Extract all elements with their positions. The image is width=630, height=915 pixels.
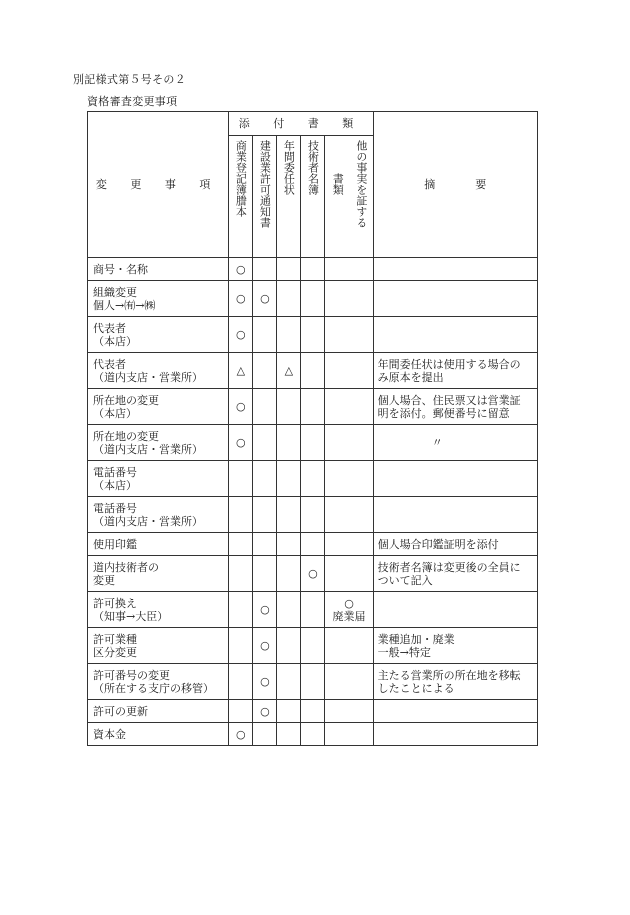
change-item-text: 代表者: [93, 357, 126, 371]
table-row: [88, 281, 538, 317]
change-item-text: 所在地の変更: [93, 429, 159, 443]
change-item-cell: [88, 592, 229, 628]
attachment-mark-cell: ○: [253, 700, 277, 723]
header-engineer-list: 技術者名簿: [301, 136, 325, 258]
attachment-mark-cell: [253, 317, 277, 353]
remarks-cell: [373, 700, 537, 723]
change-item-text: （本店）: [93, 478, 137, 492]
table-row: [88, 723, 538, 746]
attachment-mark-cell: [301, 723, 325, 746]
attachment-mark-cell: △: [277, 353, 301, 389]
change-item-text: （所在する支庁の移管）: [93, 681, 214, 695]
remarks-text: 個人場合、住民票又は営業証: [377, 393, 521, 407]
attachment-mark-cell: [253, 389, 277, 425]
attachment-mark-cell: [277, 664, 301, 700]
attachment-mark-cell: ○: [229, 425, 253, 461]
change-item-cell: [88, 664, 229, 700]
attachment-mark-cell: [229, 533, 253, 556]
attachment-mark-cell: [229, 700, 253, 723]
table-row: [88, 389, 538, 425]
attachment-mark-cell: [277, 628, 301, 664]
remarks-text: 個人場合印鑑証明を添付: [377, 537, 499, 551]
change-item-cell: [88, 700, 229, 723]
attachment-mark-cell: [301, 317, 325, 353]
attachment-mark-cell: [301, 389, 325, 425]
attachment-mark-cell: ○: [229, 281, 253, 317]
attachment-mark-cell: [277, 533, 301, 556]
attachment-mark-cell: ○: [229, 258, 253, 281]
change-item-text: 許可換え: [93, 596, 137, 610]
header-remarks: [373, 112, 537, 258]
remarks-cell: [373, 317, 537, 353]
attachment-mark-cell: [229, 592, 253, 628]
table-row: [88, 258, 538, 281]
attachment-mark-cell: [301, 353, 325, 389]
attachment-mark-cell: [277, 592, 301, 628]
change-item-text: （本店）: [93, 334, 137, 348]
attachment-mark-cell: [301, 700, 325, 723]
attachment-mark-cell: [325, 628, 373, 664]
attachment-mark-cell: [277, 317, 301, 353]
change-items-table: [87, 111, 538, 746]
attachment-mark-cell: [277, 281, 301, 317]
attachment-mark-cell: [253, 353, 277, 389]
remarks-cell: [373, 556, 537, 592]
change-item-text: 電話番号: [93, 465, 137, 479]
attachment-mark-cell: [325, 317, 373, 353]
attachment-mark-cell: [253, 723, 277, 746]
attachment-mark-cell: [253, 556, 277, 592]
attachment-mark-cell: [301, 281, 325, 317]
change-item-cell: [88, 628, 229, 664]
table-row: [88, 533, 538, 556]
attachment-mark-cell: [301, 533, 325, 556]
table-row: [88, 461, 538, 497]
remarks-text: 技術者名簿は変更後の全員に: [377, 560, 521, 574]
header-construction-permit: 建設業許可通知書: [253, 136, 277, 258]
header-remarks-char-1: 摘: [424, 178, 436, 191]
remarks-cell: [373, 389, 537, 425]
change-item-cell: [88, 723, 229, 746]
attachment-mark-cell: [325, 556, 373, 592]
change-item-text: 使用印鑑: [93, 537, 137, 551]
attachment-mark-cell: [325, 353, 373, 389]
attachment-mark-cell: [301, 664, 325, 700]
remarks-text: 明を添付。郵便番号に留意: [377, 406, 510, 420]
attachment-mark-cell: [253, 258, 277, 281]
attachment-mark-cell: [325, 664, 373, 700]
attachment-mark-cell: [325, 425, 373, 461]
table-row: [88, 497, 538, 533]
change-item-cell: [88, 317, 229, 353]
attachment-mark-cell: [277, 556, 301, 592]
remarks-text: 主たる営業所の所在地を移転: [377, 668, 521, 682]
attachment-mark-cell: [253, 425, 277, 461]
attachment-mark-cell: [325, 592, 373, 628]
attachment-mark-cell: [301, 425, 325, 461]
attachment-mark-cell: △: [229, 353, 253, 389]
change-item-text: （本店）: [93, 406, 137, 420]
attachment-mark-cell: [301, 461, 325, 497]
table-row: [88, 592, 538, 628]
attachment-mark-cell: [277, 258, 301, 281]
change-item-text: 代表者: [93, 321, 126, 335]
attachment-mark-cell: [277, 700, 301, 723]
table-row: [88, 425, 538, 461]
remarks-cell: [373, 258, 537, 281]
attachment-mark-cell: ○: [253, 628, 277, 664]
change-item-text: 組織変更: [93, 285, 137, 299]
change-item-cell: [88, 353, 229, 389]
attachment-mark-cell: [253, 461, 277, 497]
change-item-cell: [88, 389, 229, 425]
attachment-mark-cell: [229, 664, 253, 700]
attachment-mark-cell: [325, 497, 373, 533]
remarks-cell: [373, 628, 537, 664]
table-row: [88, 556, 538, 592]
remarks-text: み原本を提出: [377, 370, 444, 384]
attachment-mark-cell: [301, 592, 325, 628]
attachment-mark-cell: [325, 258, 373, 281]
change-item-text: （道内支店・営業所）: [93, 370, 203, 384]
table-row: [88, 353, 538, 389]
remarks-cell: [373, 533, 537, 556]
attachment-mark-cell: [277, 389, 301, 425]
change-item-cell: [88, 281, 229, 317]
change-item-cell: [88, 556, 229, 592]
attachment-mark-cell: [277, 723, 301, 746]
remarks-cell: [373, 461, 537, 497]
attachment-mark-cell: ○: [253, 592, 277, 628]
remarks-cell: [373, 353, 537, 389]
change-item-cell: [88, 425, 229, 461]
change-item-text: 変更: [93, 573, 115, 587]
header-remarks-char-2: 要: [475, 178, 487, 191]
remarks-text: ついて記入: [377, 573, 433, 587]
change-item-text: 区分変更: [93, 645, 137, 659]
table-row: [88, 664, 538, 700]
table-body: [88, 258, 538, 746]
attachment-mark-cell: [325, 700, 373, 723]
attachment-mark-text: ○: [344, 596, 354, 610]
attachment-mark-cell: [277, 461, 301, 497]
attachment-mark-text: 廃業届: [332, 609, 366, 623]
change-item-text: （道内支店・営業所）: [93, 514, 203, 528]
header-commercial-registry: 商業登記簿謄本: [229, 136, 253, 258]
change-item-text: 商号・名称: [93, 262, 148, 276]
attachment-mark-cell: [301, 497, 325, 533]
attachment-mark-cell: [301, 258, 325, 281]
attachment-mark-cell: [325, 723, 373, 746]
attachment-mark-cell: ○: [229, 389, 253, 425]
attachment-mark-cell: [277, 425, 301, 461]
attachment-mark-cell: [277, 497, 301, 533]
remarks-text: 年間委任状は使用する場合の: [377, 357, 521, 371]
attachment-mark-cell: [253, 533, 277, 556]
change-item-text: （道内支店・営業所）: [93, 442, 203, 456]
remarks-cell: [373, 592, 537, 628]
attachment-mark-cell: [229, 628, 253, 664]
attachment-mark-cell: ○: [229, 317, 253, 353]
attachment-mark-cell: [253, 497, 277, 533]
header-other-documents: 他の事実を証する 書類: [325, 136, 373, 258]
attachment-mark-cell: [325, 461, 373, 497]
change-item-text: 許可業種: [93, 632, 137, 646]
attachment-mark-cell: ○: [229, 723, 253, 746]
attachment-mark-cell: [325, 389, 373, 425]
remarks-cell: [373, 281, 537, 317]
attachment-mark-cell: [301, 628, 325, 664]
attachment-mark-cell: [229, 556, 253, 592]
remarks-text: したことによる: [377, 681, 455, 695]
attachment-mark-cell: [229, 461, 253, 497]
change-item-text: 許可の更新: [93, 704, 148, 718]
header-annual-proxy: 年間委任状: [277, 136, 301, 258]
change-item-cell: [88, 497, 229, 533]
header-attachments: 添 付 書 類: [229, 112, 373, 136]
section-title: 資格審査変更事項: [87, 95, 178, 108]
form-title: 別記様式第５号その２: [73, 73, 186, 86]
table-row: [88, 700, 538, 723]
change-item-cell: [88, 258, 229, 281]
attachment-mark-cell: ○: [253, 281, 277, 317]
remarks-text: 業種追加・廃業: [377, 632, 455, 646]
attachment-mark-cell: ○: [301, 556, 325, 592]
change-item-text: （知事→大臣）: [93, 609, 169, 623]
table-row: [88, 628, 538, 664]
change-item-cell: [88, 461, 229, 497]
change-item-text: 資本金: [93, 727, 126, 741]
remarks-text: 〃: [431, 436, 443, 449]
remarks-cell: [373, 425, 537, 461]
change-item-text: 所在地の変更: [93, 393, 159, 407]
change-item-text: 許可番号の変更: [93, 668, 170, 682]
remarks-cell: [373, 664, 537, 700]
table-row: [88, 317, 538, 353]
change-item-text: 電話番号: [93, 501, 137, 515]
remarks-cell: [373, 497, 537, 533]
attachment-mark-cell: ○: [253, 664, 277, 700]
change-item-cell: [88, 533, 229, 556]
header-change-item: 変 更 事 項: [88, 112, 229, 258]
change-item-text: 道内技術者の: [93, 560, 159, 574]
remarks-text: 一般→特定: [377, 645, 431, 659]
attachment-mark-cell: [229, 497, 253, 533]
attachment-mark-cell: [325, 533, 373, 556]
change-item-text: 個人→㈲→㈱: [93, 298, 156, 312]
remarks-cell: [373, 723, 537, 746]
attachment-mark-cell: [325, 281, 373, 317]
